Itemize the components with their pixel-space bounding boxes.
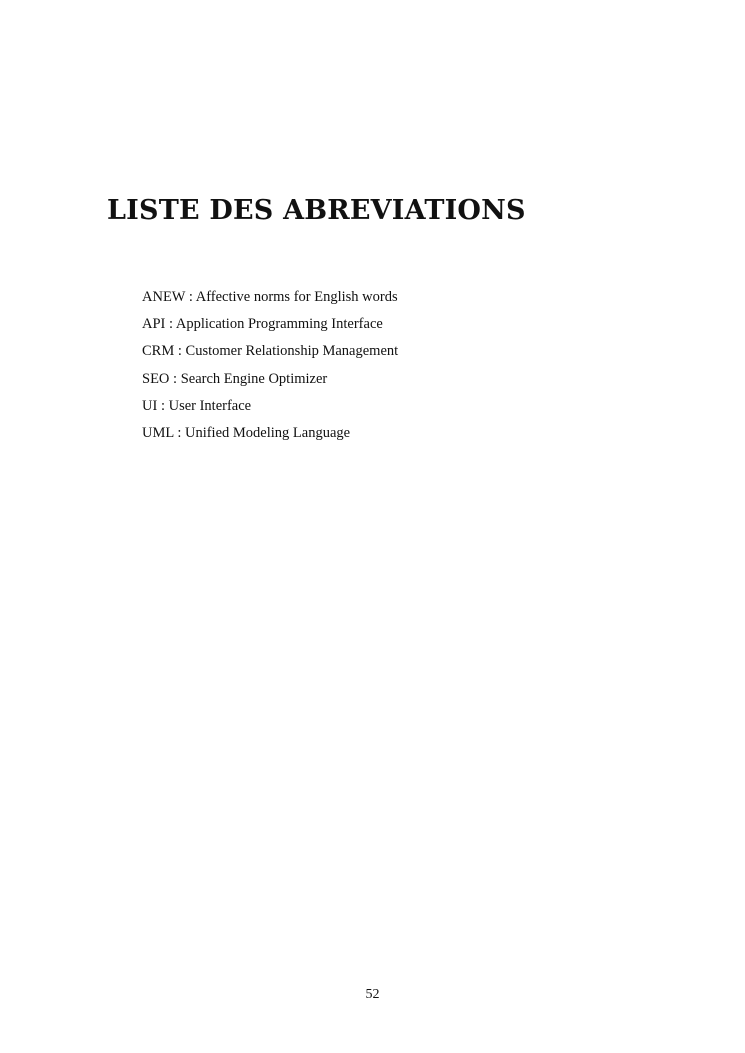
- abbreviation-meaning: User Interface: [168, 397, 252, 414]
- abbreviation-term: CRM: [142, 343, 175, 360]
- abbreviation-separator: :: [157, 397, 169, 414]
- abbreviation-meaning: Affective norms for English words: [195, 289, 398, 305]
- abbreviation-term: ANEW: [142, 289, 186, 305]
- abbreviation-meaning: Search Engine Optimizer: [180, 370, 328, 387]
- abbreviation-separator: :: [173, 424, 185, 441]
- abbreviation-term: API: [142, 316, 166, 333]
- abbreviation-meaning: Unified Modeling Language: [184, 424, 351, 441]
- abbreviation-separator: :: [174, 343, 186, 360]
- abbreviation-separator: :: [169, 370, 181, 387]
- page-number: 52: [365, 987, 380, 1002]
- abbreviation-item: [142, 393, 398, 420]
- abbreviation-term: SEO: [142, 370, 170, 387]
- abbreviation-separator: :: [185, 289, 196, 305]
- abbreviation-item: [142, 311, 398, 338]
- abbreviation-term: UML: [142, 424, 174, 441]
- abbreviation-item: [142, 420, 398, 447]
- abbreviation-item: [142, 366, 398, 393]
- abbreviation-item: [142, 284, 398, 311]
- abbreviation-separator: :: [165, 316, 176, 333]
- abbreviation-meaning: Application Programming Interface: [175, 316, 383, 333]
- abbreviation-item: [142, 338, 398, 365]
- abbreviation-meaning: Customer Relationship Management: [185, 343, 399, 360]
- page-title: LISTE DES ABREVIATIONS: [107, 195, 526, 226]
- abbreviation-term: UI: [142, 397, 158, 414]
- abbreviation-list: [142, 284, 398, 447]
